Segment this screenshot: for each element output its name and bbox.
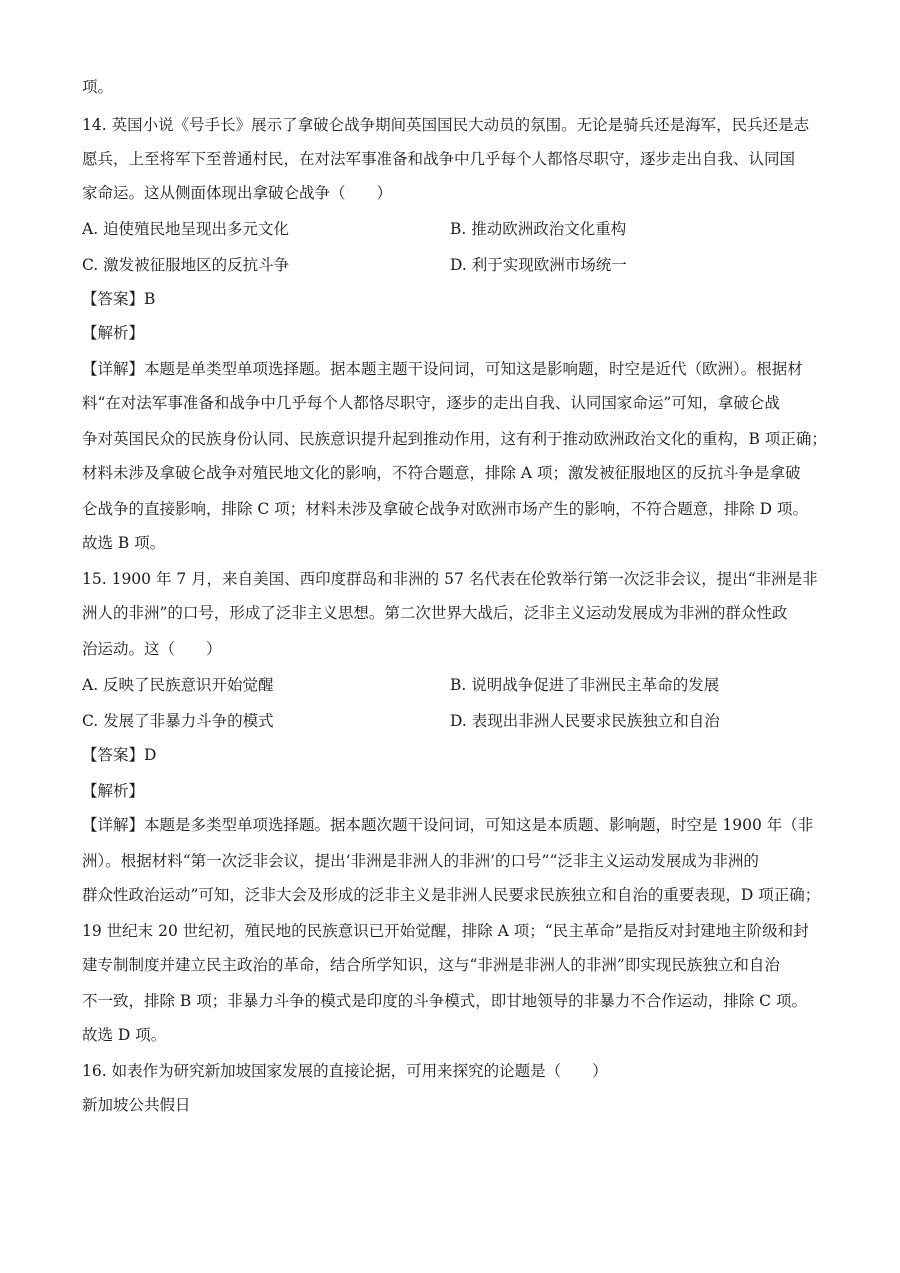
option-b: B. 说明战争促进了非洲民主革命的发展 <box>450 676 720 694</box>
question-stem-line: 14. 英国小说《号手长》展示了拿破仑战争期间英国国民大动员的氛围。无论是骑兵还是海军，民兵还是志 <box>82 116 810 134</box>
detail-line: 19 世纪末 20 世纪初，殖民地的民族意识已开始觉醒，排除 A 项；“民主革命”是指反对封建地主阶级和封 <box>82 922 809 940</box>
option-d: D. 表现出非洲人民要求民族独立和自治 <box>450 712 720 730</box>
detail-line: 建专制制度并建立民主政治的革命，结合所学知识，这与“非洲是非洲人的非洲”即实现民族独立和自治 <box>82 956 780 974</box>
answer-label: 【答案】D <box>82 746 157 764</box>
detail-line: 故选 B 项。 <box>82 534 166 552</box>
table-caption: 新加坡公共假日 <box>82 1096 191 1114</box>
option-c: C. 发展了非暴力斗争的模式 <box>82 712 274 730</box>
option-a: A. 迫使殖民地呈现出多元文化 <box>82 220 290 238</box>
option-d: D. 利于实现欧洲市场统一 <box>450 256 627 274</box>
analysis-label: 【解析】 <box>82 782 145 800</box>
question-stem-line: 15. 1900 年 7 月，来自美国、西印度群岛和非洲的 57 名代表在伦敦举行第一次泛非会议，提出“非洲是非 <box>82 570 818 588</box>
question-stem-line: 家命运。这从侧面体现出拿破仑战争（ ） <box>82 184 393 202</box>
detail-line: 群众性政治运动”可知，泛非大会及形成的泛非主义是非洲人民要求民族独立和自治的重要表现，D 项正确； <box>82 886 821 904</box>
detail-line: 洲）。根据材料“第一次泛非会议，提出‘非洲是非洲人的非洲’的口号”“泛非主义运动发展成为非洲的 <box>82 852 759 870</box>
continued-text: 项。 <box>82 78 114 96</box>
answer-label: 【答案】B <box>82 290 156 308</box>
question-stem-line: 16. 如表作为研究新加坡国家发展的直接论据，可用来探究的论题是（ ） <box>82 1062 608 1080</box>
option-b: B. 推动欧洲政治文化重构 <box>450 220 627 238</box>
detail-line: 不一致，排除 B 项；非暴力斗争的模式是印度的斗争模式，即甘地领导的非暴力不合作运动，排除 C 项。 <box>82 992 807 1010</box>
detail-line: 争对英国民众的民族身份认同、民族意识提升起到推动作用，这有利于推动欧洲政治文化的重构，B 项正确； <box>82 430 827 448</box>
option-a: A. 反映了民族意识开始觉醒 <box>82 676 274 694</box>
detail-line: 故选 D 项。 <box>82 1026 167 1044</box>
detail-line: 仑战争的直接影响，排除 C 项；材料未涉及拿破仑战争对欧洲市场产生的影响，不符合题意，排除 D 项。 <box>82 500 808 518</box>
detail-line: 【详解】本题是单类型单项选择题。据本题主题干设问词，可知这是影响题，时空是近代（欧洲）。根据材 <box>82 360 803 378</box>
question-stem-line: 洲人的非洲”的口号，形成了泛非主义思想。第二次世界大战后，泛非主义运动发展成为非洲的群众性政 <box>82 604 788 622</box>
question-stem-line: 愿兵，上至将军下至普通村民，在对法军事准备和战争中几乎每个人都恪尽职守，逐步走出自我、认同国 <box>82 150 796 168</box>
analysis-label: 【解析】 <box>82 324 145 342</box>
detail-line: 材料未涉及拿破仑战争对殖民地文化的影响，不符合题意，排除 A 项；激发被征服地区的反抗斗争是拿破 <box>82 464 801 482</box>
option-c: C. 激发被征服地区的反抗斗争 <box>82 256 290 274</box>
detail-line: 料“在对法军事准备和战争中几乎每个人都恪尽职守，逐步的走出自我、认同国家命运”可知，拿破仑战 <box>82 394 780 412</box>
question-stem-line: 治运动。这（ ） <box>82 640 222 658</box>
detail-line: 【详解】本题是多类型单项选择题。据本题次题干设问词，可知这是本质题、影响题，时空是 1900 年（非 <box>82 816 814 834</box>
